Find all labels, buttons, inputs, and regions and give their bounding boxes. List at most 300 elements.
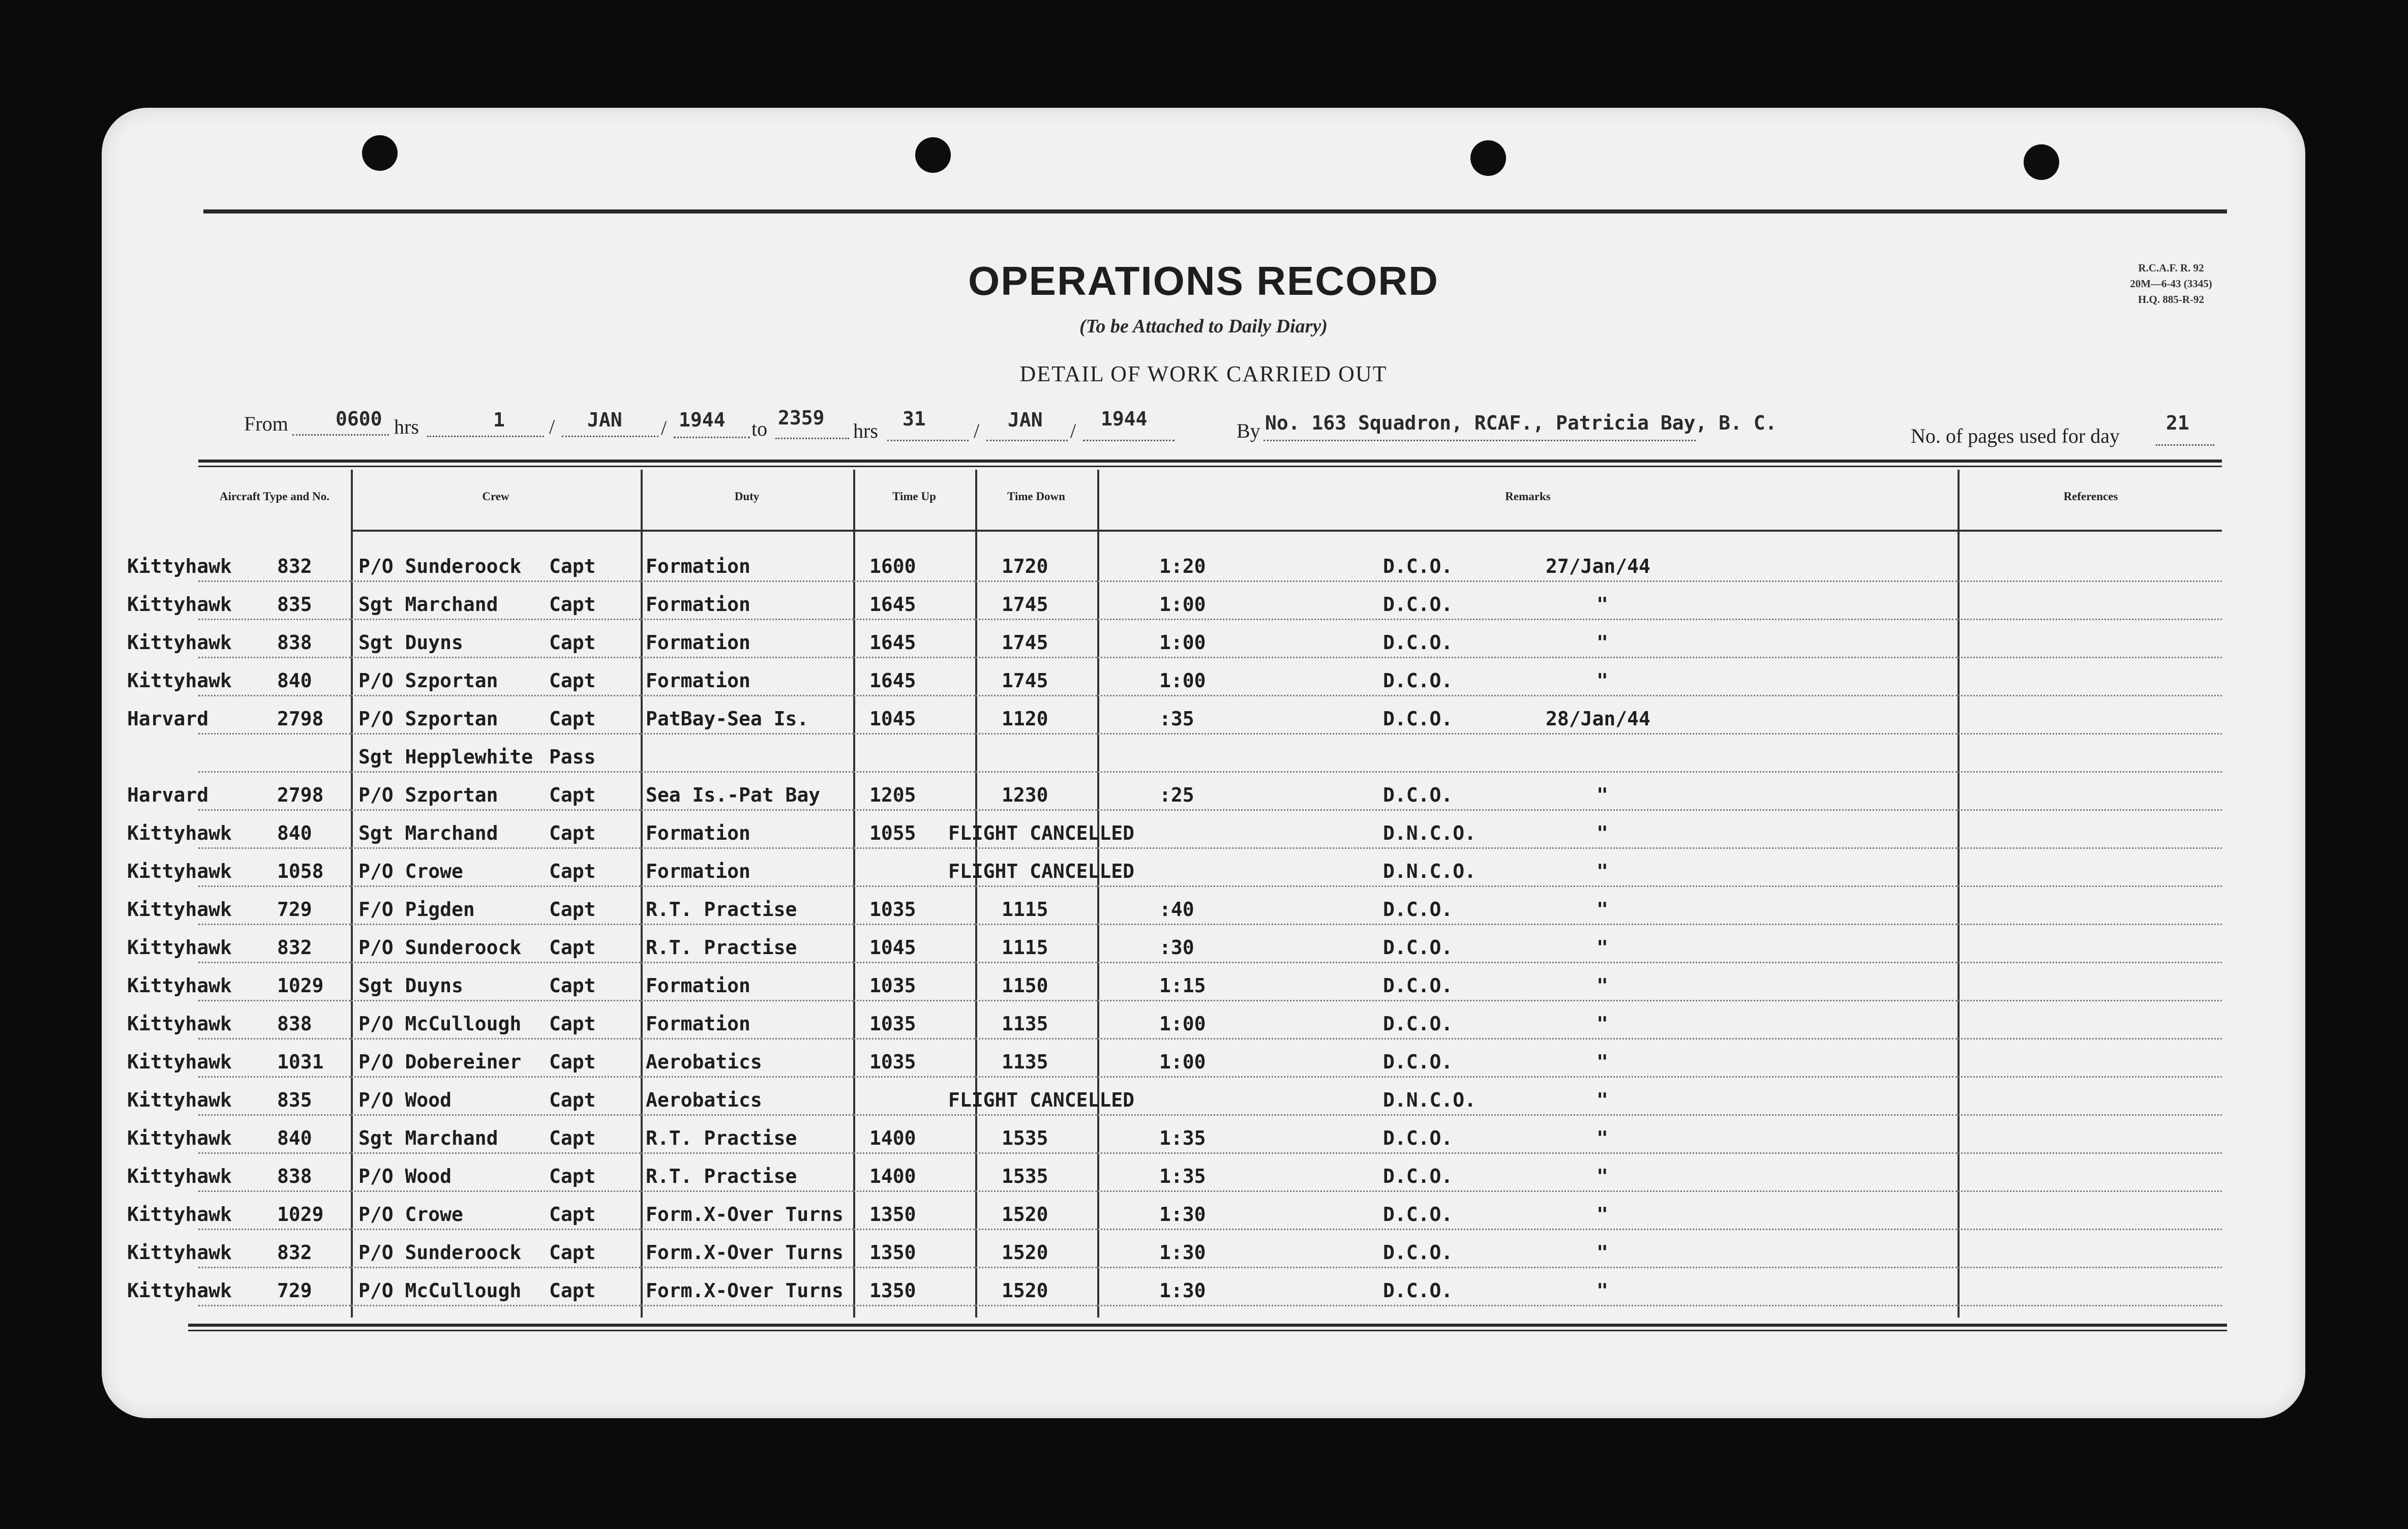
time-down: 1745 xyxy=(1002,593,1048,616)
to-year: 1944 xyxy=(1101,408,1148,430)
from-label: From xyxy=(244,412,288,435)
crew-role: Capt xyxy=(549,1241,596,1264)
flight-duration: 1:20 xyxy=(1159,555,1206,577)
table-row xyxy=(102,1199,2305,1237)
aircraft-number: 1031 xyxy=(277,1051,324,1073)
row-rule xyxy=(1097,809,1958,811)
crew-role: Capt xyxy=(549,1013,596,1035)
remark-date: " xyxy=(1597,1279,1608,1302)
fill-line xyxy=(1263,440,1696,441)
time-up: 1350 xyxy=(869,1203,916,1226)
crew-role: Capt xyxy=(549,555,596,577)
row-rule xyxy=(853,771,975,773)
table-row xyxy=(102,1123,2305,1161)
to-day: 31 xyxy=(902,408,926,430)
remark-date: " xyxy=(1597,631,1608,654)
duty: Form.X-Over Turns xyxy=(646,1203,844,1226)
aircraft-type: Kittyhawk xyxy=(127,822,232,844)
time-up: 1035 xyxy=(869,974,916,997)
aircraft-number: 1029 xyxy=(277,1203,324,1226)
aircraft-type: Harvard xyxy=(127,784,209,806)
slash: / xyxy=(549,415,555,438)
remark-code: D.C.O. xyxy=(1383,784,1453,806)
table-row xyxy=(102,894,2305,932)
aircraft-type: Kittyhawk xyxy=(127,1051,232,1073)
row-rule xyxy=(1097,1267,1958,1268)
remark-code: D.C.O. xyxy=(1383,1279,1453,1302)
table-row xyxy=(102,970,2305,1008)
aircraft-number: 729 xyxy=(277,898,312,921)
row-rule xyxy=(1097,733,1958,735)
aircraft-number: 840 xyxy=(277,1127,312,1149)
remark-date: " xyxy=(1597,936,1608,959)
remark-code: D.C.O. xyxy=(1383,669,1453,692)
record-card xyxy=(102,108,2305,1418)
time-up: 1400 xyxy=(869,1165,916,1187)
time-down: 1745 xyxy=(1002,669,1048,692)
time-up: 1645 xyxy=(869,593,916,616)
row-rule xyxy=(1097,1152,1958,1154)
aircraft-type: Kittyhawk xyxy=(127,898,232,921)
aircraft-type: Kittyhawk xyxy=(127,669,232,692)
time-down: 1120 xyxy=(1002,708,1048,730)
crew-name: Sgt Marchand xyxy=(358,822,498,844)
crew-role: Capt xyxy=(549,784,596,806)
remark-date: 28/Jan/44 xyxy=(1546,708,1650,730)
form-number-line: H.Q. 885-R-92 xyxy=(2138,293,2205,305)
crew-name: Sgt Marchand xyxy=(358,593,498,616)
col-remarks: Remarks xyxy=(1505,490,1551,503)
flight-duration: 1:00 xyxy=(1159,631,1206,654)
duty: Formation xyxy=(646,974,750,997)
row-rule xyxy=(1958,1229,2222,1230)
crew-name: Sgt Hepplewhite xyxy=(358,746,533,768)
aircraft-number: 840 xyxy=(277,669,312,692)
time-up: 1035 xyxy=(869,1051,916,1073)
crew-name: P/O Crowe xyxy=(358,1203,463,1226)
duty: Formation xyxy=(646,593,750,616)
to-time: 2359 xyxy=(778,407,825,429)
flight-cancelled: FLIGHT CANCELLED xyxy=(948,822,1135,844)
time-down: 1135 xyxy=(1002,1051,1048,1073)
duty: Formation xyxy=(646,860,750,882)
crew-name: P/O Crowe xyxy=(358,860,463,882)
remark-date: " xyxy=(1597,1165,1608,1187)
flight-cancelled: FLIGHT CANCELLED xyxy=(948,860,1135,882)
table-row xyxy=(102,1237,2305,1275)
duty: Aerobatics xyxy=(646,1089,762,1111)
time-up: 1035 xyxy=(869,898,916,921)
page-subtitle: (To be Attached to Daily Diary) xyxy=(1079,316,1328,337)
aircraft-number: 832 xyxy=(277,1241,312,1264)
page-title: OPERATIONS RECORD xyxy=(968,258,1439,303)
aircraft-number: 832 xyxy=(277,555,312,577)
row-rule xyxy=(1958,580,2222,582)
flight-duration: 1:00 xyxy=(1159,593,1206,616)
col-references: References xyxy=(2063,490,2118,503)
crew-name: Sgt Duyns xyxy=(358,974,463,997)
table-row xyxy=(102,780,2305,818)
header-rule xyxy=(198,460,2222,463)
crew-role: Capt xyxy=(549,898,596,921)
fill-line xyxy=(775,438,849,439)
remark-date: " xyxy=(1597,1013,1608,1035)
remark-code: D.C.O. xyxy=(1383,1051,1453,1073)
duty: Form.X-Over Turns xyxy=(646,1241,844,1264)
remark-date: 27/Jan/44 xyxy=(1546,555,1650,577)
flight-duration: 1:00 xyxy=(1159,1013,1206,1035)
time-up: 1350 xyxy=(869,1241,916,1264)
aircraft-type: Kittyhawk xyxy=(127,1165,232,1187)
crew-role: Capt xyxy=(549,936,596,959)
duty: R.T. Practise xyxy=(646,1127,797,1149)
col-time-up: Time Up xyxy=(892,490,936,503)
table-row xyxy=(102,932,2305,970)
time-up: 1400 xyxy=(869,1127,916,1149)
flight-duration: 1:30 xyxy=(1159,1203,1206,1226)
punch-hole xyxy=(362,135,398,171)
top-rule xyxy=(203,209,2227,213)
flight-duration: 1:00 xyxy=(1159,1051,1206,1073)
flight-duration: 1:35 xyxy=(1159,1127,1206,1149)
aircraft-type: Kittyhawk xyxy=(127,1089,232,1111)
table-row xyxy=(102,818,2305,856)
aircraft-number: 2798 xyxy=(277,708,324,730)
flight-duration: 1:30 xyxy=(1159,1279,1206,1302)
pages-label: No. of pages used for day xyxy=(1911,424,2120,447)
row-rule xyxy=(1097,1038,1958,1039)
remark-code: D.C.O. xyxy=(1383,898,1453,921)
remark-code: D.C.O. xyxy=(1383,974,1453,997)
duty: Formation xyxy=(646,822,750,844)
time-up: 1205 xyxy=(869,784,916,806)
remark-code: D.N.C.O. xyxy=(1383,822,1477,844)
aircraft-type: Kittyhawk xyxy=(127,1241,232,1264)
fill-line xyxy=(674,437,750,438)
aircraft-number: 838 xyxy=(277,1165,312,1187)
duty: Formation xyxy=(646,631,750,654)
row-rule xyxy=(641,771,853,773)
crew-role: Capt xyxy=(549,822,596,844)
duty: Form.X-Over Turns xyxy=(646,1279,844,1302)
hrs-label: hrs xyxy=(394,415,419,438)
row-rule xyxy=(198,809,351,811)
bottom-rule xyxy=(188,1330,2227,1331)
duty: Aerobatics xyxy=(646,1051,762,1073)
aircraft-type: Kittyhawk xyxy=(127,936,232,959)
time-down: 1520 xyxy=(1002,1203,1048,1226)
aircraft-type: Kittyhawk xyxy=(127,1013,232,1035)
row-rule xyxy=(1958,885,2222,887)
row-rule xyxy=(1097,771,1958,773)
remark-date: " xyxy=(1597,860,1608,882)
remark-code: D.C.O. xyxy=(1383,708,1453,730)
aircraft-type: Kittyhawk xyxy=(127,1203,232,1226)
duty: Formation xyxy=(646,1013,750,1035)
crew-name: P/O Wood xyxy=(358,1089,452,1111)
flight-cancelled: FLIGHT CANCELLED xyxy=(948,1089,1135,1111)
aircraft-type: Harvard xyxy=(127,708,209,730)
aircraft-number: 832 xyxy=(277,936,312,959)
remark-date: " xyxy=(1597,1089,1608,1111)
aircraft-type: Kittyhawk xyxy=(127,974,232,997)
aircraft-type: Kittyhawk xyxy=(127,555,232,577)
crew-role: Pass xyxy=(549,746,596,768)
aircraft-number: 835 xyxy=(277,593,312,616)
row-rule xyxy=(1958,1114,2222,1116)
to-month: JAN xyxy=(1008,409,1043,431)
remark-date: " xyxy=(1597,1127,1608,1149)
slash: / xyxy=(974,419,980,442)
pages-value: 21 xyxy=(2166,412,2189,434)
crew-name: P/O Szportan xyxy=(358,708,498,730)
flight-duration: :35 xyxy=(1159,708,1194,730)
aircraft-type: Kittyhawk xyxy=(127,593,232,616)
table-row xyxy=(102,1275,2305,1313)
crew-name: P/O Sunderoock xyxy=(358,936,522,959)
time-down: 1745 xyxy=(1002,631,1048,654)
fill-line xyxy=(562,436,658,437)
remark-code: D.N.C.O. xyxy=(1383,1089,1477,1111)
flight-duration: 1:00 xyxy=(1159,669,1206,692)
row-rule xyxy=(1097,619,1958,620)
time-down: 1720 xyxy=(1002,555,1048,577)
remark-code: D.C.O. xyxy=(1383,936,1453,959)
col-time-down: Time Down xyxy=(1007,490,1065,503)
table-row xyxy=(102,1047,2305,1085)
duty: Formation xyxy=(646,669,750,692)
row-rule xyxy=(1097,1000,1958,1001)
row-rule xyxy=(1097,1305,1958,1306)
crew-role: Capt xyxy=(549,1203,596,1226)
row-rule xyxy=(1958,619,2222,620)
remark-date: " xyxy=(1597,784,1608,806)
time-up: 1645 xyxy=(869,631,916,654)
row-rule xyxy=(1958,1267,2222,1268)
punch-hole xyxy=(1470,140,1506,176)
duty: Sea Is.-Pat Bay xyxy=(646,784,821,806)
col-duty: Duty xyxy=(734,490,760,503)
duty: R.T. Practise xyxy=(646,898,797,921)
row-rule xyxy=(1958,657,2222,658)
time-up: 1645 xyxy=(869,669,916,692)
time-down: 1150 xyxy=(1002,974,1048,997)
time-up: 1350 xyxy=(869,1279,916,1302)
crew-role: Capt xyxy=(549,593,596,616)
time-up: 1035 xyxy=(869,1013,916,1035)
fill-line xyxy=(427,436,544,437)
time-down: 1115 xyxy=(1002,936,1048,959)
row-rule xyxy=(1958,809,2222,811)
slash: / xyxy=(1070,419,1076,442)
time-down: 1230 xyxy=(1002,784,1048,806)
flight-duration: :30 xyxy=(1159,936,1194,959)
row-rule xyxy=(1097,580,1958,582)
fill-line xyxy=(887,440,969,441)
row-rule xyxy=(1097,885,1958,887)
remark-code: D.C.O. xyxy=(1383,1013,1453,1035)
row-rule xyxy=(1958,1000,2222,1001)
heading-underline xyxy=(351,530,2222,532)
crew-name: P/O Wood xyxy=(358,1165,452,1187)
crew-role: Capt xyxy=(549,1279,596,1302)
time-up: 1055 xyxy=(869,822,916,844)
from-time: 0600 xyxy=(336,408,382,430)
aircraft-type: Kittyhawk xyxy=(127,1127,232,1149)
table-row xyxy=(102,665,2305,704)
row-rule xyxy=(1958,1152,2222,1154)
crew-role: Capt xyxy=(549,708,596,730)
flight-duration: 1:35 xyxy=(1159,1165,1206,1187)
row-rule xyxy=(1958,695,2222,696)
remark-date: " xyxy=(1597,1241,1608,1264)
remark-code: D.C.O. xyxy=(1383,1241,1453,1264)
row-rule xyxy=(1097,1076,1958,1078)
row-rule xyxy=(1958,962,2222,963)
time-up: 1600 xyxy=(869,555,916,577)
row-rule xyxy=(1958,924,2222,925)
duty: Formation xyxy=(646,555,750,577)
from-day: 1 xyxy=(493,409,505,431)
crew-role: Capt xyxy=(549,974,596,997)
flight-duration: :40 xyxy=(1159,898,1194,921)
table-row xyxy=(102,589,2305,627)
duty: R.T. Practise xyxy=(646,936,797,959)
slash: / xyxy=(661,416,667,439)
flight-duration: 1:15 xyxy=(1159,974,1206,997)
row-rule xyxy=(1097,1114,1958,1116)
row-rule xyxy=(198,733,351,735)
aircraft-number: 1058 xyxy=(277,860,324,882)
remark-code: D.C.O. xyxy=(1383,1165,1453,1187)
fill-line xyxy=(1083,440,1175,441)
row-rule xyxy=(1097,1229,1958,1230)
form-number xyxy=(2105,260,2237,308)
aircraft-number: 1029 xyxy=(277,974,324,997)
crew-name: Sgt Duyns xyxy=(358,631,463,654)
bottom-rule xyxy=(188,1324,2227,1327)
flight-duration: 1:30 xyxy=(1159,1241,1206,1264)
crew-role: Capt xyxy=(549,860,596,882)
row-rule xyxy=(1097,695,1958,696)
from-month: JAN xyxy=(587,409,622,431)
from-year: 1944 xyxy=(679,409,726,431)
punch-hole xyxy=(915,137,951,173)
table-row xyxy=(102,704,2305,742)
detail-heading: DETAIL OF WORK CARRIED OUT xyxy=(1019,361,1388,386)
crew-role: Capt xyxy=(549,1051,596,1073)
col-crew: Crew xyxy=(482,490,509,503)
crew-name: P/O Sunderoock xyxy=(358,555,522,577)
remark-code: D.C.O. xyxy=(1383,593,1453,616)
time-down: 1135 xyxy=(1002,1013,1048,1035)
remark-date: " xyxy=(1597,822,1608,844)
remark-code: D.N.C.O. xyxy=(1383,860,1477,882)
crew-role: Capt xyxy=(549,1127,596,1149)
crew-name: P/O Dobereiner xyxy=(358,1051,522,1073)
row-rule xyxy=(1958,771,2222,773)
crew-name: P/O McCullough xyxy=(358,1013,522,1035)
remark-date: " xyxy=(1597,974,1608,997)
aircraft-number: 835 xyxy=(277,1089,312,1111)
remark-code: D.C.O. xyxy=(1383,555,1453,577)
remark-date: " xyxy=(1597,1051,1608,1073)
aircraft-number: 838 xyxy=(277,631,312,654)
remark-date: " xyxy=(1597,593,1608,616)
crew-name: P/O McCullough xyxy=(358,1279,522,1302)
row-rule xyxy=(1958,733,2222,735)
table-row xyxy=(102,856,2305,894)
to-label: to xyxy=(751,417,768,440)
fill-line xyxy=(2156,444,2214,446)
crew-name: P/O Szportan xyxy=(358,784,498,806)
time-down: 1520 xyxy=(1002,1241,1048,1264)
time-up: 1045 xyxy=(869,936,916,959)
row-rule xyxy=(1097,924,1958,925)
table-row xyxy=(102,1161,2305,1199)
remark-date: " xyxy=(1597,1203,1608,1226)
remark-code: D.C.O. xyxy=(1383,631,1453,654)
aircraft-type: Kittyhawk xyxy=(127,631,232,654)
row-rule xyxy=(1958,1190,2222,1192)
remark-date: " xyxy=(1597,669,1608,692)
aircraft-number: 729 xyxy=(277,1279,312,1302)
table-row xyxy=(102,742,2305,780)
by-label: By xyxy=(1237,419,1260,442)
col-aircraft: Aircraft Type and No. xyxy=(220,490,329,503)
table-row xyxy=(102,1085,2305,1123)
crew-role: Capt xyxy=(549,631,596,654)
duty: R.T. Practise xyxy=(646,1165,797,1187)
aircraft-type: Kittyhawk xyxy=(127,860,232,882)
hrs-label: hrs xyxy=(853,419,878,442)
flight-duration: :25 xyxy=(1159,784,1194,806)
fill-line xyxy=(986,440,1068,441)
aircraft-number: 2798 xyxy=(277,784,324,806)
fill-line xyxy=(292,434,389,436)
time-down: 1535 xyxy=(1002,1127,1048,1149)
remark-code: D.C.O. xyxy=(1383,1203,1453,1226)
remark-date: " xyxy=(1597,898,1608,921)
punch-hole xyxy=(2024,144,2059,180)
row-rule xyxy=(1958,1076,2222,1078)
time-down: 1535 xyxy=(1002,1165,1048,1187)
row-rule xyxy=(1097,1190,1958,1192)
crew-name: P/O Sunderoock xyxy=(358,1241,522,1264)
aircraft-number: 838 xyxy=(277,1013,312,1035)
row-rule xyxy=(198,771,351,773)
form-number-line: 20M—6-43 (3345) xyxy=(2130,278,2212,290)
row-rule xyxy=(1097,657,1958,658)
crew-role: Capt xyxy=(549,669,596,692)
crew-name: F/O Pigden xyxy=(358,898,475,921)
time-up: 1045 xyxy=(869,708,916,730)
table-row xyxy=(102,627,2305,665)
time-down: 1520 xyxy=(1002,1279,1048,1302)
by-value: No. 163 Squadron, RCAF., Patricia Bay, B. C. xyxy=(1265,412,1777,434)
row-rule xyxy=(1958,1305,2222,1306)
aircraft-number: 840 xyxy=(277,822,312,844)
time-down: 1115 xyxy=(1002,898,1048,921)
table-row xyxy=(102,551,2305,589)
row-rule xyxy=(975,771,1097,773)
crew-role: Capt xyxy=(549,1089,596,1111)
header-rule xyxy=(198,466,2222,467)
table-row xyxy=(102,1008,2305,1047)
row-rule xyxy=(1097,847,1958,849)
aircraft-type: Kittyhawk xyxy=(127,1279,232,1302)
duty: PatBay-Sea Is. xyxy=(646,708,809,730)
